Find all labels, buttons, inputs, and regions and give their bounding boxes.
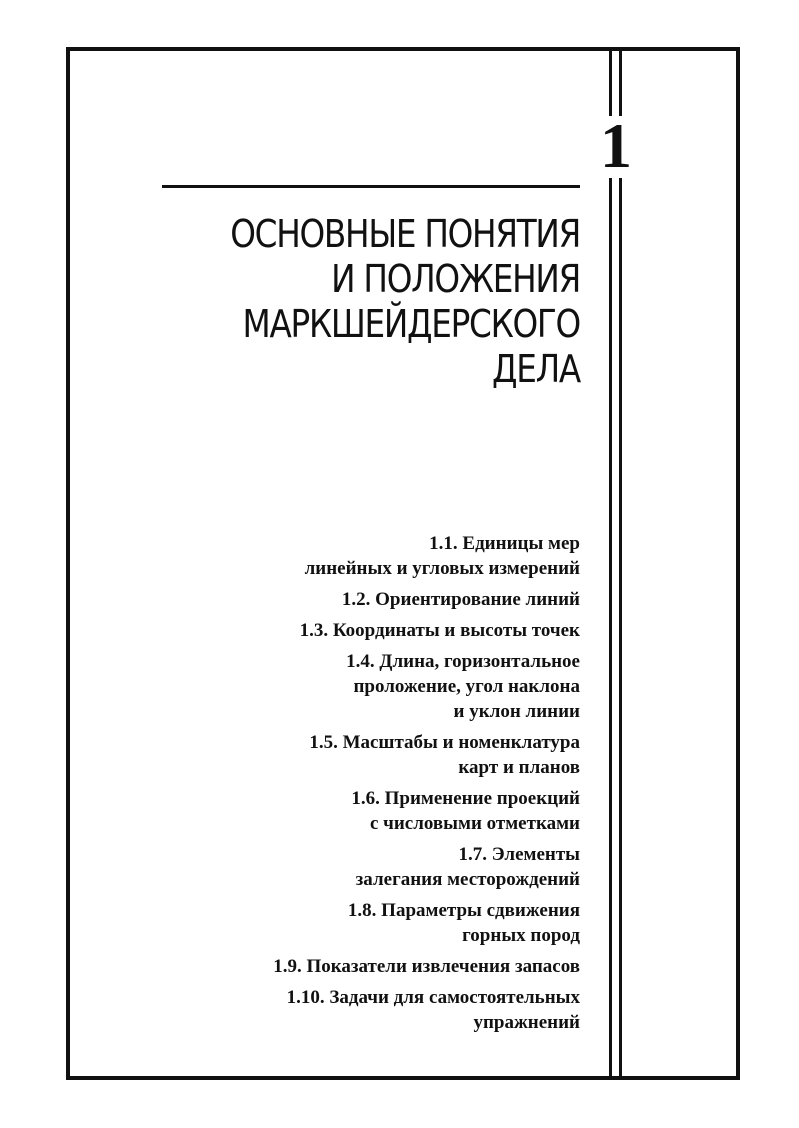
- table-of-contents: [160, 531, 580, 1041]
- toc-line: проложение, угол наклона: [353, 676, 580, 697]
- toc-item-1-7: [160, 842, 580, 892]
- toc-line: 1.9. Показатели извлечения запасов: [273, 956, 580, 977]
- toc-line: 1.8. Параметры сдвижения: [347, 900, 580, 921]
- toc-line: 1.10. Задачи для самостоятельных: [286, 987, 580, 1008]
- toc-line: линейных и угловых измерений: [304, 558, 580, 579]
- chapter-title-line: ДЕЛА: [492, 347, 580, 391]
- toc-item-1-5: [160, 730, 580, 780]
- toc-line: 1.7. Элементы: [458, 844, 580, 865]
- toc-item-1-10: [160, 985, 580, 1035]
- chapter-title-line: МАРКШЕЙДЕРСКОГО: [242, 302, 580, 346]
- toc-line: 1.2. Ориентирование линий: [341, 589, 580, 610]
- toc-line: 1.5. Масштабы и номенклатура: [309, 732, 580, 753]
- toc-item-1-3: [160, 618, 580, 643]
- toc-line: 1.4. Длина, горизонтальное: [346, 651, 580, 672]
- chapter-number: 1: [600, 110, 632, 181]
- toc-line: 1.3. Координаты и высоты точек: [299, 620, 580, 641]
- toc-item-1-4: [160, 649, 580, 724]
- chapter-title: [219, 212, 580, 392]
- toc-item-1-1: [160, 531, 580, 581]
- vertical-rule-right: [619, 47, 622, 1080]
- toc-item-1-8: [160, 898, 580, 948]
- chapter-title-line: И ПОЛОЖЕНИЯ: [331, 257, 580, 301]
- toc-line: залегания месторождений: [355, 869, 580, 890]
- toc-line: 1.6. Применение проекций: [351, 788, 580, 809]
- toc-item-1-2: [160, 587, 580, 612]
- chapter-title-line: ОСНОВНЫЕ ПОНЯТИЯ: [230, 212, 581, 256]
- toc-line: карт и планов: [458, 757, 580, 778]
- vertical-rule-left: [609, 47, 612, 1080]
- toc-line: 1.1. Единицы мер: [429, 533, 580, 554]
- toc-line: и уклон линии: [453, 701, 580, 722]
- toc-line: с числовыми отметками: [369, 813, 580, 834]
- title-rule: [162, 185, 580, 188]
- toc-item-1-9: [160, 954, 580, 979]
- toc-item-1-6: [160, 786, 580, 836]
- toc-line: горных пород: [462, 925, 580, 946]
- toc-line: упражнений: [473, 1012, 580, 1033]
